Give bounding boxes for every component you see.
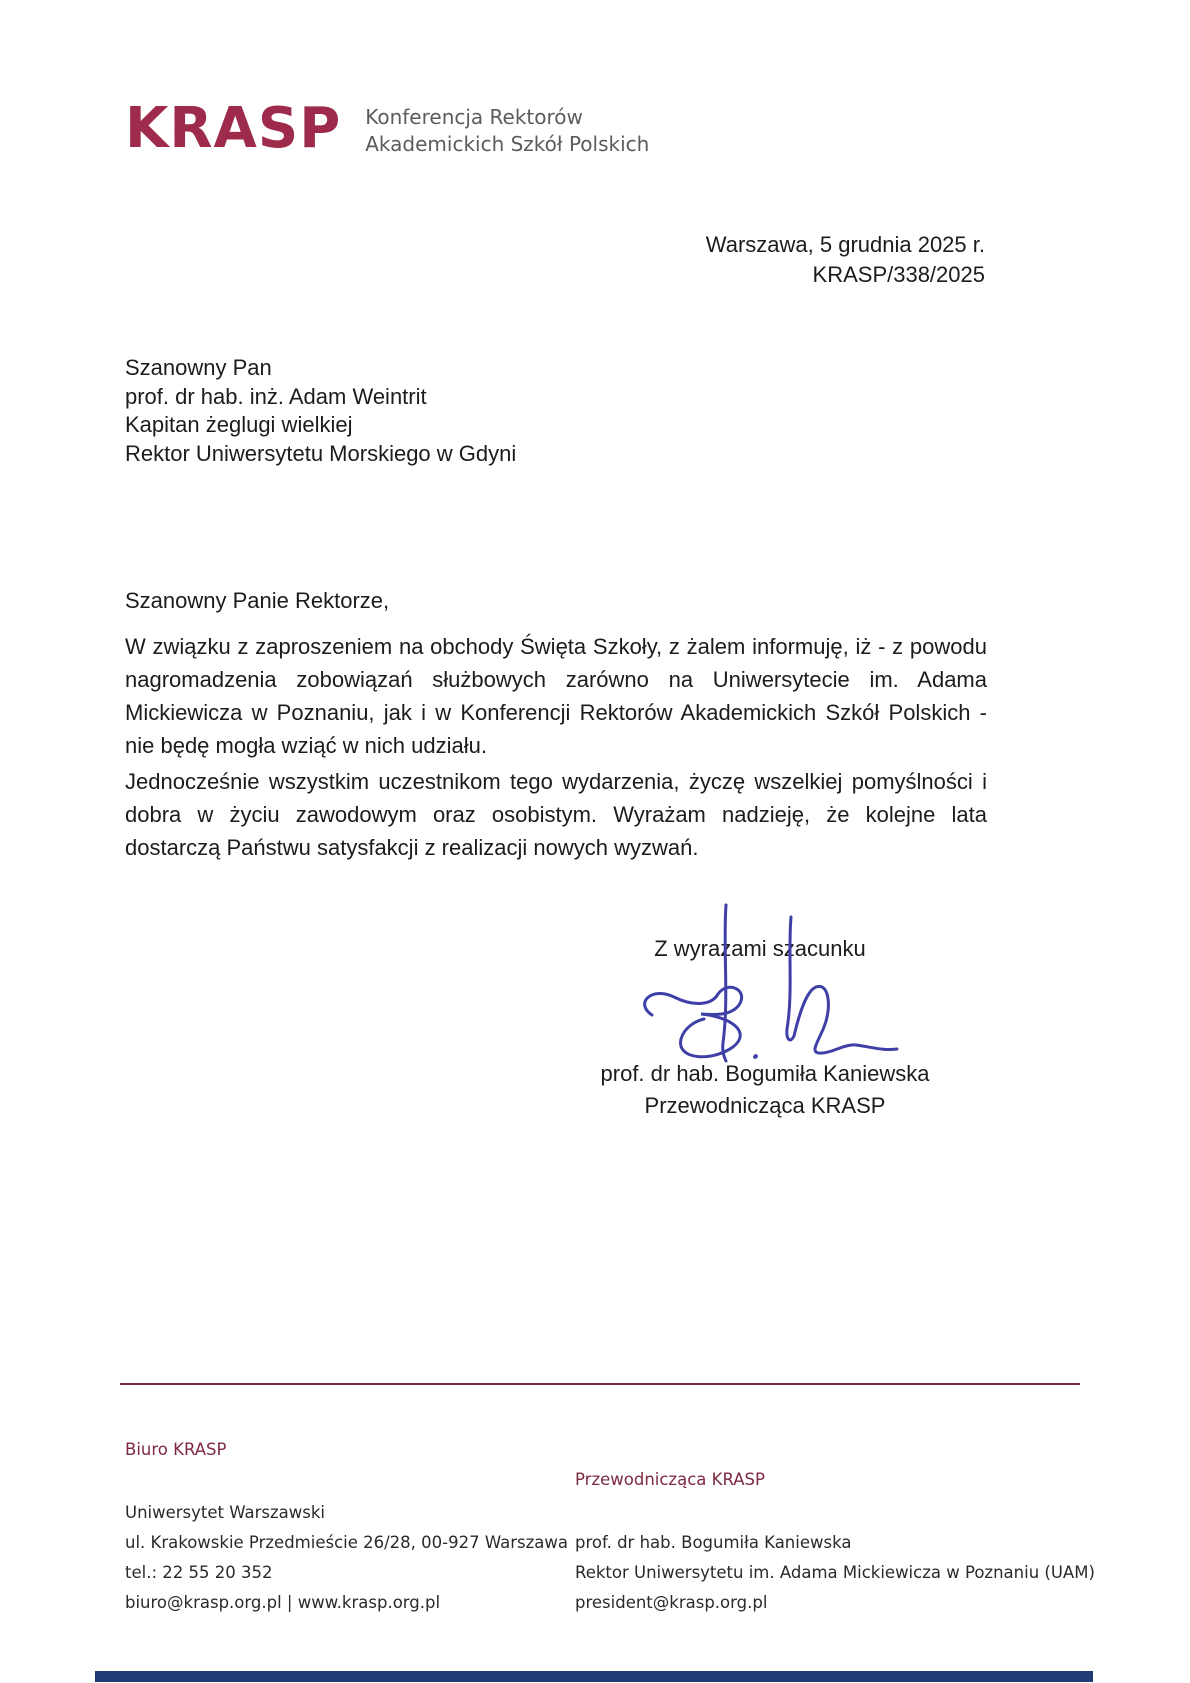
logo-subtitle [365,104,649,158]
logo-acronym: KRASP [125,96,342,161]
footer-president-line: president@krasp.org.pl [575,1593,768,1612]
footer-president-line: Rektor Uniwersytetu im. Adama Mickiewicza w Poznaniu (UAM) [575,1563,1095,1582]
recipient-block [125,354,516,468]
footer-office-line: Uniwersytet Warszawski [125,1503,325,1522]
closing-phrase: Z wyrazami szacunku [654,936,866,961]
footer-president-line: prof. dr hab. Bogumiła Kaniewska [575,1533,852,1552]
footer-office-line: biuro@krasp.org.pl | www.krasp.org.pl [125,1593,441,1612]
salutation: Szanowny Panie Rektorze, [125,588,390,613]
footer-divider [120,1383,1080,1385]
footer-office-line: tel.: 22 55 20 352 [125,1563,273,1582]
footer-president-column [575,1470,1095,1618]
footer-office-heading: Biuro KRASP [125,1440,227,1459]
logo-subtitle-line1: Konferencja Rektorów [365,105,583,129]
footer-president-heading: Przewodnicząca KRASP [575,1470,765,1489]
signer-name: prof. dr hab. Bogumiła Kaniewska [600,1061,930,1086]
signature-ink-icon [600,893,900,1073]
bottom-accent-bar [95,1671,1093,1682]
krasp-logo [125,96,650,161]
recipient-line: Szanowny Pan [125,355,272,380]
signer-block [540,1058,990,1122]
body-paragraph-1: W związku z zaproszeniem na obchody Święta Szkoły, z żalem informuję, iż - z powodu nagromadzenia zobowiązań służbowych zarówno na Uniwersytecie im. Adama Mickiewicza w Poznaniu, jak i w Konferencji Rektorów Akademickich Szkół Polskich - nie będę mogła wziąć w nich udziału. [125,634,987,758]
signer-title: Przewodnicząca KRASP [644,1093,886,1118]
handwritten-signature [600,893,900,1073]
reference-number: KRASP/338/2025 [812,262,985,287]
recipient-line: Rektor Uniwersytetu Morskiego w Gdyni [125,440,517,466]
recipient-line: prof. dr hab. inż. Adam Weintrit [125,383,427,409]
letter-meta [706,230,985,290]
recipient-line: Kapitan żeglugi wielkiej [125,412,353,437]
logo-subtitle-line2: Akademickich Szkół Polskich [365,132,650,156]
footer-office-column [125,1440,568,1618]
footer-office-line: ul. Krakowskie Przedmieście 26/28, 00-927 Warszawa [125,1533,568,1552]
body-paragraph-2: Jednocześnie wszystkim uczestnikom tego wydarzenia, życzę wszelkiej pomyślności i dobra w życiu zawodowym oraz osobistym. Wyrażam nadzieję, że kolejne lata dostarczą Państwu satysfakcji z realizacji nowych wyzwań. [125,769,987,860]
place-date: Warszawa, 5 grudnia 2025 r. [705,232,985,257]
